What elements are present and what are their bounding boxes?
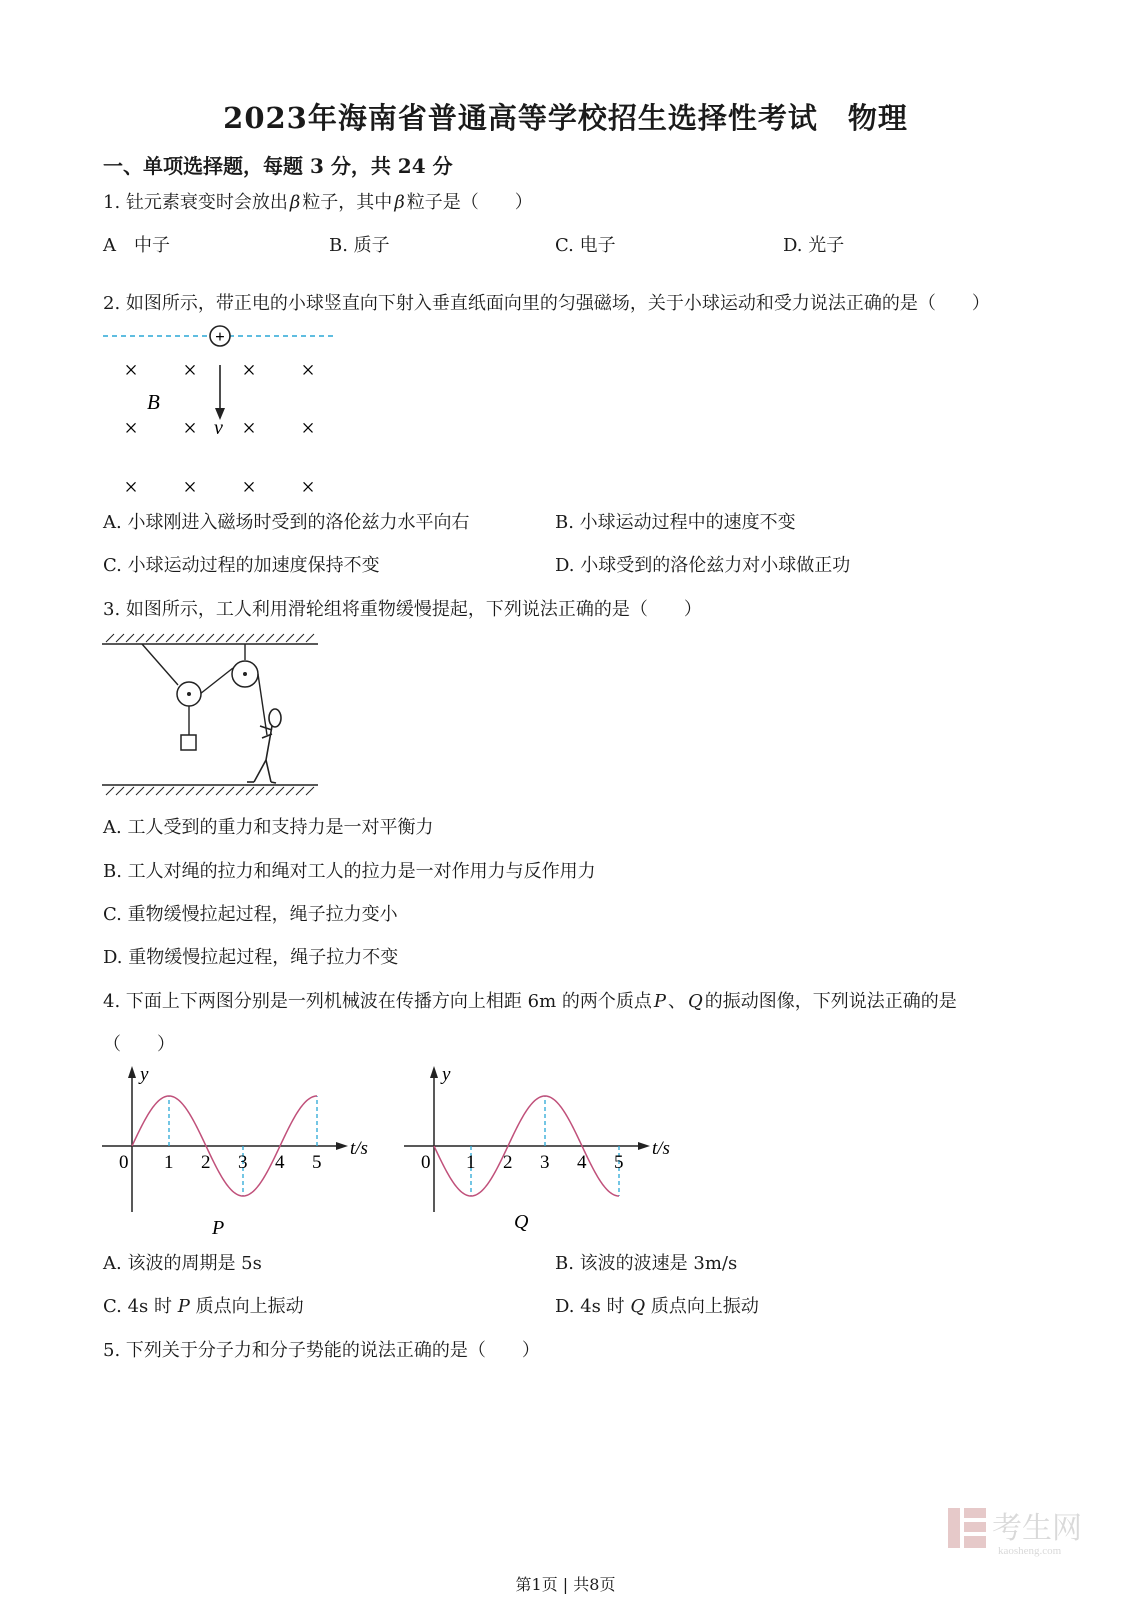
q2-magnetic-field-figure — [100, 320, 350, 505]
charge-sign: + — [215, 327, 225, 346]
chart-q-xlabel: t/s — [652, 1138, 670, 1159]
fixed-pulley-axle — [243, 672, 247, 676]
field-cross: × — [242, 475, 256, 501]
q1-option-c[interactable]: C. 电子 — [555, 235, 616, 256]
q2-option-a[interactable]: A. 小球刚进入磁场时受到的洛伦兹力水平向右 — [103, 512, 470, 533]
section-heading: 一、单项选择题，每题 3 分，共 24 分 — [103, 154, 453, 178]
q4-option-c-a: C. 4s 时 — [103, 1296, 172, 1317]
field-cross: × — [124, 358, 138, 384]
page-footer: 第1页 | 共8页 — [515, 1575, 616, 1594]
q4-stem-b: 的振动图像，下列说法正确的是 — [704, 991, 957, 1012]
q4-option-b[interactable]: B. 该波的波速是 3m/s — [555, 1253, 738, 1274]
watermark-logo-icon — [946, 1500, 1096, 1560]
pull-rope — [258, 674, 267, 735]
q4-option-a[interactable]: A. 该波的周期是 5s — [103, 1253, 262, 1274]
chart-p-title: P — [212, 1217, 225, 1239]
watermark-text: 考生网 — [992, 1512, 1082, 1545]
field-cross: × — [301, 416, 315, 442]
chart-p-tick-label: 2 — [201, 1152, 211, 1173]
q2-option-c[interactable]: C. 小球运动过程的加速度保持不变 — [103, 555, 380, 576]
chart-p-vibration — [100, 1062, 390, 1242]
q3-option-c[interactable]: C. 重物缓慢拉起过程，绳子拉力变小 — [103, 904, 398, 925]
chart-q-title: Q — [514, 1211, 529, 1233]
q3-pulley-figure — [100, 630, 325, 800]
chart-p-tick-label: 1 — [164, 1152, 174, 1173]
q4-option-c-b: 质点向上振动 — [195, 1296, 304, 1317]
chart-p-tick-label: 0 — [119, 1152, 129, 1173]
field-cross: × — [124, 416, 138, 442]
q4-option-c[interactable] — [103, 1292, 304, 1318]
chart-p-tick-label: 4 — [275, 1152, 285, 1173]
q3-stem: 3. 如图所示，工人利用滑轮组将重物缓慢提起，下列说法正确的是（ ） — [103, 599, 702, 620]
watermark — [946, 1500, 1096, 1560]
chart-q-tick-label: 0 — [421, 1152, 431, 1173]
field-cross: × — [124, 475, 138, 501]
chart-p-ylabel: y — [140, 1064, 149, 1085]
rope-anchor — [142, 644, 178, 685]
chart-q-vibration — [402, 1062, 692, 1242]
q3-option-d[interactable]: D. 重物缓慢拉起过程，绳子拉力不变 — [103, 947, 399, 968]
chart-q-ylabel: y — [442, 1064, 451, 1085]
chart-p-tick-label: 5 — [312, 1152, 322, 1173]
q4-var-p: P — [653, 991, 666, 1012]
field-cross: × — [242, 358, 256, 384]
q1-option-b[interactable]: B. 质子 — [329, 235, 390, 256]
field-label: B — [147, 390, 160, 414]
chart-p-tick-labels — [119, 1152, 322, 1173]
field-cross: × — [242, 416, 256, 442]
field-cross: × — [301, 358, 315, 384]
q4-stem-blank: （ ） — [103, 1034, 175, 1055]
q1-stem-b: 粒子，其中 — [302, 192, 393, 213]
q1-option-a[interactable]: A 中子 — [103, 235, 170, 256]
q4-option-d-b: 质点向上振动 — [650, 1296, 759, 1317]
q3-option-a[interactable]: A. 工人受到的重力和支持力是一对平衡力 — [103, 817, 434, 838]
q4-option-c-var: P — [177, 1296, 190, 1317]
chart-p-tick-label: 3 — [238, 1152, 248, 1173]
worker-figure — [247, 709, 281, 783]
q4-stem — [103, 987, 957, 1013]
q4-option-d[interactable] — [555, 1292, 759, 1318]
q4-option-d-var: Q — [630, 1296, 646, 1317]
chart-p-xlabel: t/s — [350, 1138, 368, 1159]
chart-q-tick-label: 4 — [577, 1152, 587, 1173]
q2-option-b[interactable]: B. 小球运动过程中的速度不变 — [555, 512, 796, 533]
q1-stem-a: 1. 钍元素衰变时会放出 — [103, 192, 288, 213]
chart-p-y-arrow — [128, 1066, 136, 1078]
load-box — [181, 735, 196, 750]
q1-option-d[interactable]: D. 光子 — [783, 235, 845, 256]
chart-q-tick-label: 3 — [540, 1152, 550, 1173]
chart-q-tick-label: 1 — [466, 1152, 476, 1173]
page-title: 2023年海南省普通高等学校招生选择性考试 物理 — [223, 101, 908, 135]
q1-beta-1: β — [289, 192, 301, 213]
field-cross: × — [183, 358, 197, 384]
ground — [102, 785, 318, 795]
field-cross: × — [183, 416, 197, 442]
q1-stem-c: 粒子是（ ） — [406, 192, 533, 213]
q4-sep: 、 — [667, 991, 686, 1012]
q4-var-q: Q — [687, 991, 703, 1012]
movable-pulley-axle — [187, 692, 191, 696]
field-cross: × — [183, 475, 197, 501]
q2-stem: 2. 如图所示，带正电的小球竖直向下射入垂直纸面向里的匀强磁场，关于小球运动和受力说法正确的是（ ） — [103, 293, 990, 314]
q2-option-d[interactable]: D. 小球受到的洛伦兹力对小球做正功 — [555, 555, 851, 576]
watermark-sub: kaosheng.com — [998, 1545, 1062, 1557]
chart-p-x-arrow — [336, 1142, 348, 1150]
chart-q-x-arrow — [638, 1142, 650, 1150]
q4-stem-a: 4. 下面上下两图分别是一列机械波在传播方向上相距 6m 的两个质点 — [103, 991, 652, 1012]
chart-q-y-arrow — [430, 1066, 438, 1078]
chart-q-tick-label: 5 — [614, 1152, 624, 1173]
q3-option-b[interactable]: B. 工人对绳的拉力和绳对工人的拉力是一对作用力与反作用力 — [103, 861, 596, 882]
ceiling — [102, 634, 318, 644]
q4-option-d-a: D. 4s 时 — [555, 1296, 625, 1317]
q1-stem — [103, 188, 533, 214]
field-cross: × — [301, 475, 315, 501]
q1-beta-2: β — [394, 192, 405, 213]
rope-middle — [200, 668, 233, 694]
chart-q-tick-label: 2 — [503, 1152, 513, 1173]
q5-stem: 5. 下列关于分子力和分子势能的说法正确的是（ ） — [103, 1340, 540, 1361]
velocity-label: v — [214, 417, 223, 439]
